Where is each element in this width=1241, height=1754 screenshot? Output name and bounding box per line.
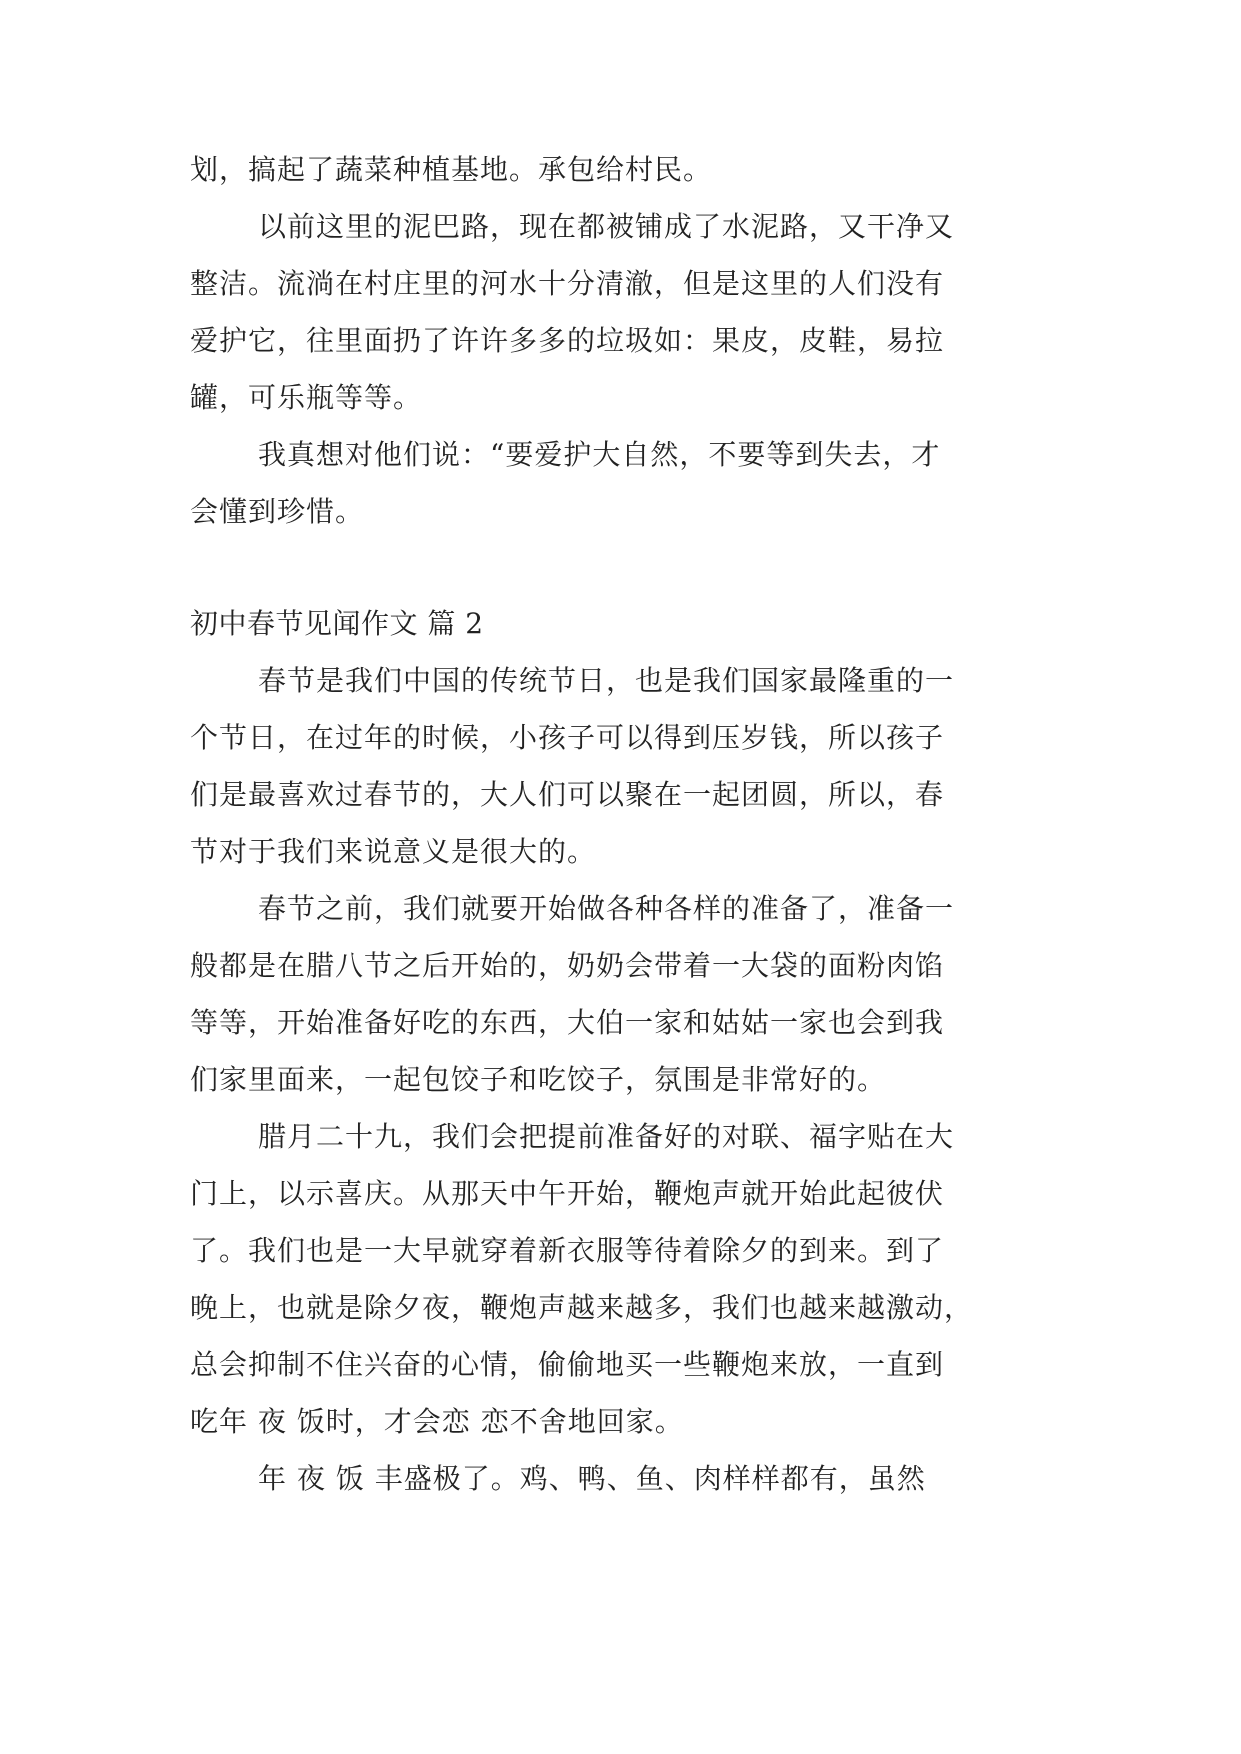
paragraph-line: 等等，开始准备好吃的东西，大伯一家和姑姑一家也会到我 — [190, 1006, 945, 1039]
paragraph-line: 整洁。流淌在村庄里的河水十分清澈，但是这里的人们没有 — [190, 267, 945, 300]
paragraph-line: 我真想对他们说：“要爱护大自然，不要等到失去，才 — [258, 438, 941, 471]
paragraph-line: 们是最喜欢过春节的，大人们可以聚在一起团圆，所以，春 — [190, 778, 945, 811]
paragraph-line: 春节是我们中国的传统节日，也是我们国家最隆重的一 — [258, 664, 955, 697]
paragraph-line: 节对于我们来说意义是很大的。 — [190, 835, 597, 868]
paragraph-line: 门上，以示喜庆。从那天中午开始，鞭炮声就开始此起彼伏 — [190, 1177, 945, 1210]
paragraph-line: 年 夜 饭 丰盛极了。鸡、鸭、鱼、肉样样都有，虽然 — [258, 1462, 926, 1495]
paragraph-line: 了。我们也是一大早就穿着新衣服等待着除夕的到来。到了 — [190, 1234, 945, 1267]
paragraph-line: 个节日，在过年的时候，小孩子可以得到压岁钱，所以孩子 — [190, 721, 945, 754]
paragraph-line: 罐，可乐瓶等等。 — [190, 381, 423, 414]
paragraph-line: 总会抑制不住兴奋的心情，偷偷地买一些鞭炮来放，一直到 — [190, 1348, 945, 1381]
paragraph-line: 般都是在腊八节之后开始的，奶奶会带着一大袋的面粉肉馅 — [190, 949, 945, 982]
paragraph-line: 春节之前，我们就要开始做各种各样的准备了，准备一 — [258, 892, 955, 925]
paragraph-line: 爱护它，往里面扔了许许多多的垃圾如：果皮，皮鞋，易拉 — [190, 324, 945, 357]
paragraph-line: 吃年 夜 饭时，才会恋 恋不舍地回家。 — [190, 1405, 684, 1438]
section-heading: 初中春节见闻作文 篇 2 — [190, 607, 484, 640]
paragraph-line: 晚上，也就是除夕夜，鞭炮声越来越多，我们也越来越激动， — [190, 1291, 974, 1324]
paragraph-line: 会懂到珍惜。 — [190, 495, 365, 528]
paragraph-line: 划，搞起了蔬菜种植基地。承包给村民。 — [190, 153, 713, 186]
paragraph-line: 腊月二十九，我们会把提前准备好的对联、福字贴在大 — [258, 1120, 955, 1153]
paragraph-line: 们家里面来，一起包饺子和吃饺子，氛围是非常好的。 — [190, 1063, 887, 1096]
paragraph-line: 以前这里的泥巴路，现在都被铺成了水泥路，又干净又 — [258, 210, 955, 243]
